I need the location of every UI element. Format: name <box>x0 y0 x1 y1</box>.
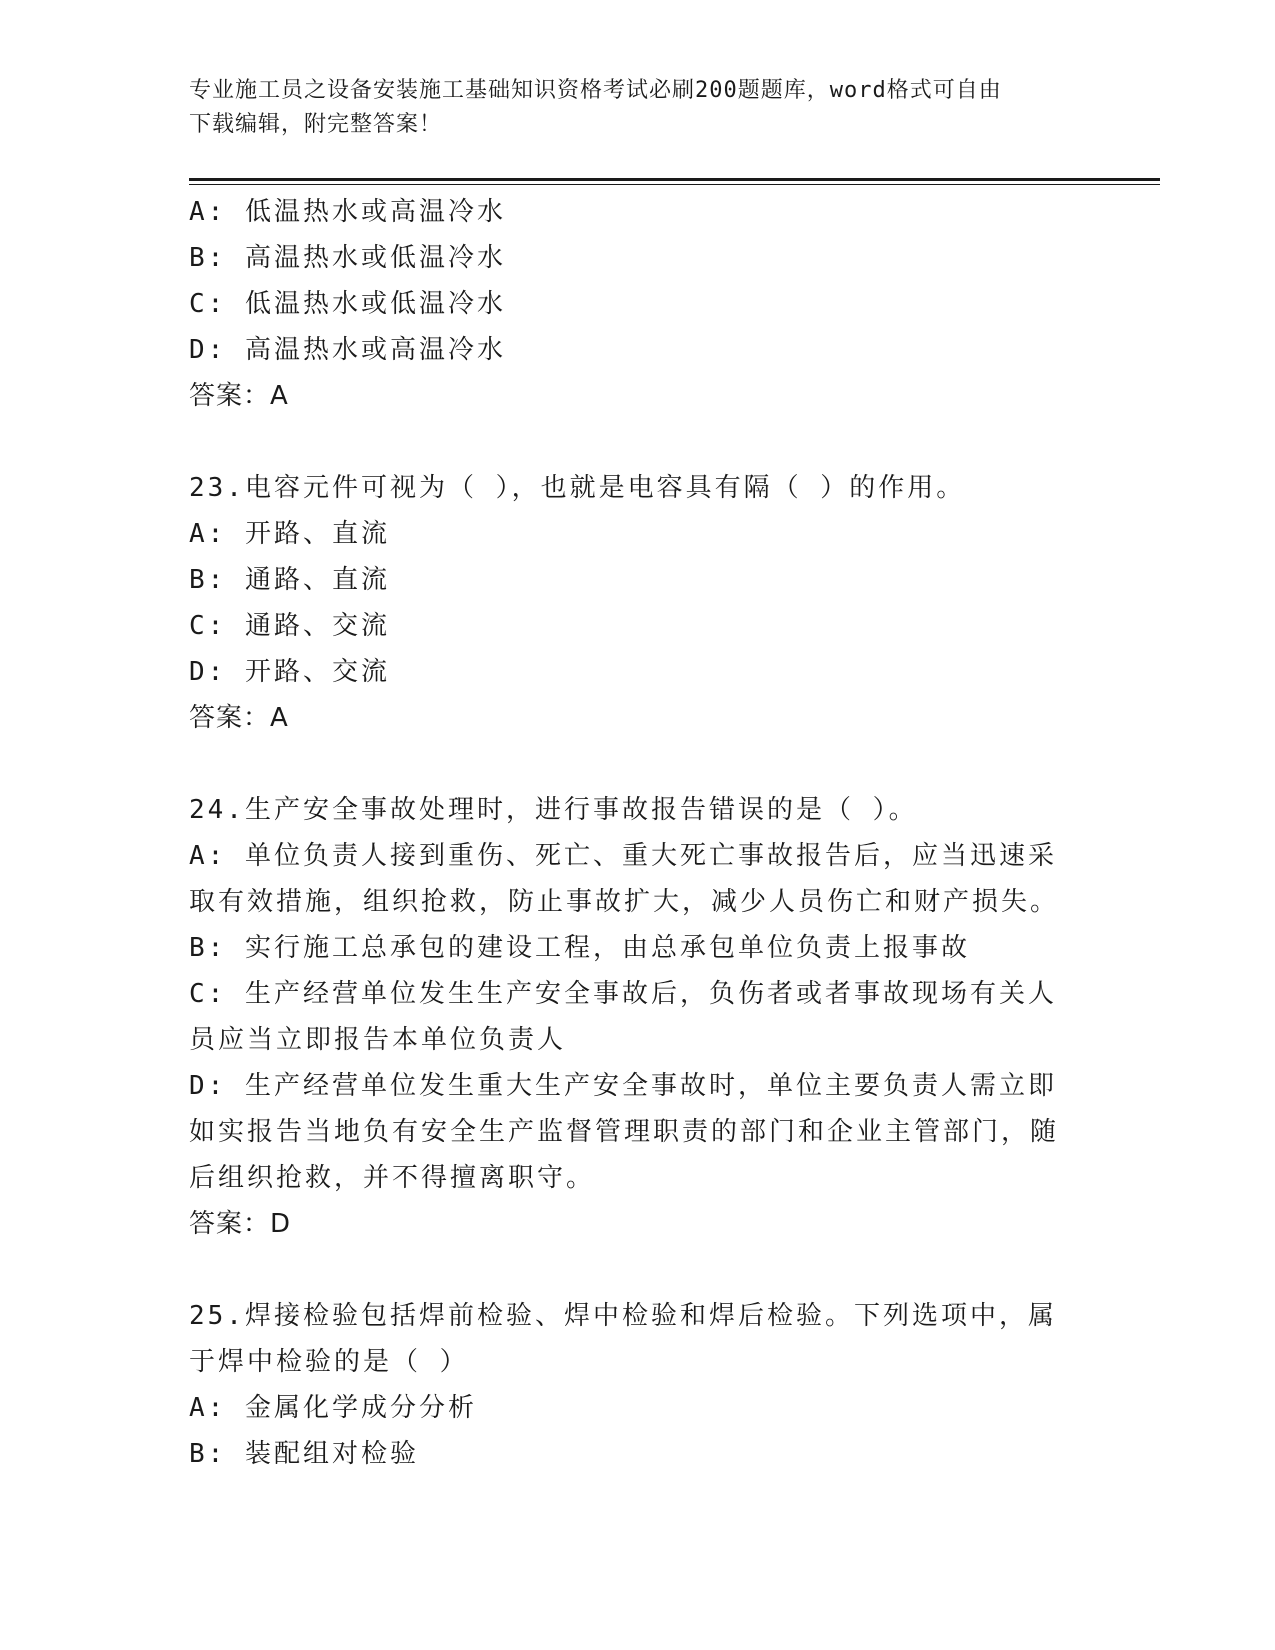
q22-answer: 答案：A <box>189 381 289 411</box>
q24-option-d: D: 生产经营单位发生重大生产安全事故时，单位主要负责人需立即如实报告当地负有安全生产监督管理职责的部门和企业主管部门，随后组织抢救，并不得擅离职守。 <box>189 1071 1060 1193</box>
q23-answer: 答案：A <box>189 703 289 733</box>
document-body <box>189 189 1079 1477</box>
q25-stem: 25.焊接检验包括焊前检验、焊中检验和焊后检验。下列选项中，属于焊中检验的是（ ） <box>189 1301 1057 1377</box>
question-24 <box>189 787 1079 1247</box>
q24-option-b: B: 实行施工总承包的建设工程，由总承包单位负责上报事故 <box>189 933 970 963</box>
spacer <box>189 1247 1079 1293</box>
spacer <box>189 419 1079 465</box>
q23-option-a: A: 开路、直流 <box>189 519 390 549</box>
q23-option-c: C: 通路、交流 <box>189 611 390 641</box>
question-25 <box>189 1293 1079 1477</box>
q24-stem: 24.生产安全事故处理时，进行事故报告错误的是（ ）。 <box>189 795 918 825</box>
q24-option-c: C: 生产经营单位发生生产安全事故后，负伤者或者事故现场有关人员应当立即报告本单位负责人 <box>189 979 1057 1055</box>
q22-option-c: C: 低温热水或低温冷水 <box>189 289 506 319</box>
q23-option-d: D: 开路、交流 <box>189 657 390 687</box>
q25-option-b: B: 装配组对检验 <box>189 1439 419 1469</box>
document-header <box>189 74 1089 142</box>
q23-option-b: B: 通路、直流 <box>189 565 390 595</box>
q23-stem: 23.电容元件可视为（ ），也就是电容具有隔（ ）的作用。 <box>189 473 966 503</box>
question-23 <box>189 465 1079 741</box>
q24-answer: 答案：D <box>189 1209 292 1239</box>
q25-option-a: A: 金属化学成分分析 <box>189 1393 477 1423</box>
header-line-2: 下载编辑，附完整答案！ <box>189 112 443 137</box>
spacer <box>189 741 1079 787</box>
question-22 <box>189 189 1079 419</box>
header-divider-thin <box>189 184 1160 185</box>
q24-option-a: A: 单位负责人接到重伤、死亡、重大死亡事故报告后，应当迅速采取有效措施，组织抢救，防止事故扩大，减少人员伤亡和财产损失。 <box>189 841 1060 917</box>
header-line-1: 专业施工员之设备安装施工基础知识资格考试必刷200题题库，word格式可自由 <box>189 78 1002 103</box>
header-divider-thick <box>189 178 1160 181</box>
q22-option-d: D: 高温热水或高温冷水 <box>189 335 506 365</box>
q22-option-a: A: 低温热水或高温冷水 <box>189 197 506 227</box>
q22-option-b: B: 高温热水或低温冷水 <box>189 243 506 273</box>
